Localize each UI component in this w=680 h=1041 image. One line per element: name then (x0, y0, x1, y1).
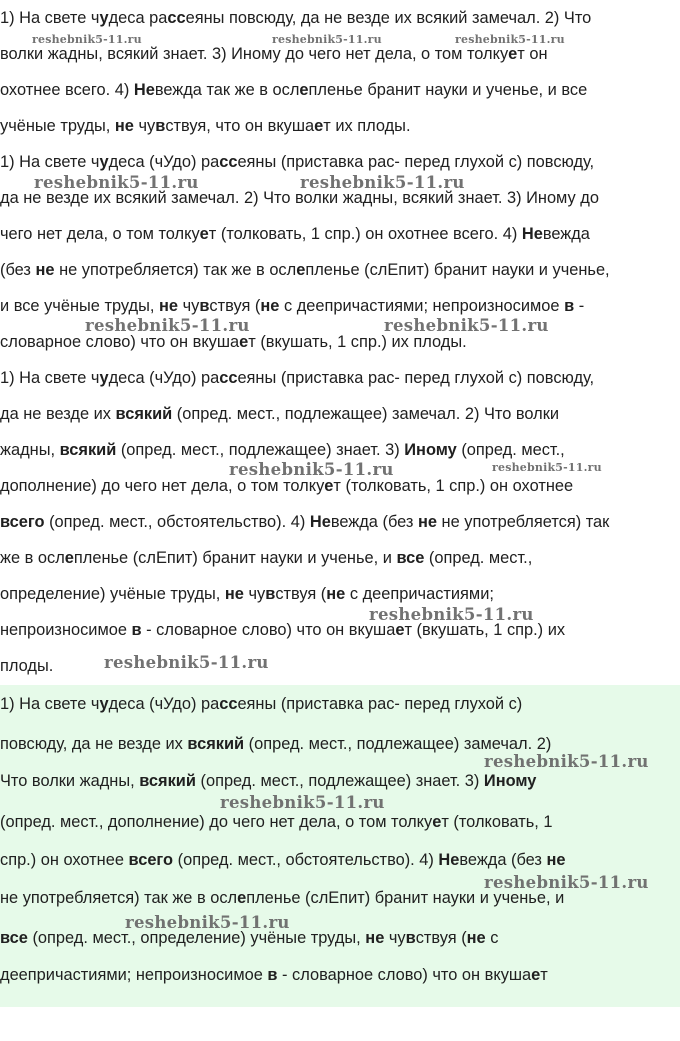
text-fragment: вежда (542, 225, 590, 243)
bold-fragment: в (155, 117, 166, 135)
text-line (0, 332, 467, 352)
bold-fragment: не (35, 261, 55, 279)
text-fragment: словарное слово) что он вкуша (0, 333, 240, 351)
bold-fragment: не (546, 851, 566, 869)
text-line (0, 224, 590, 244)
text-fragment: еяны (приставка рас- перед глухой с) повсюду, (237, 369, 595, 387)
text-fragment: пленье (слЕпит) бранит науки и ученье, и (246, 889, 565, 907)
bold-fragment: е (314, 117, 324, 135)
text-fragment: (опред. мест., подлежащее) знает. 3) (195, 772, 484, 790)
text-fragment: чу (178, 297, 200, 315)
text-line (0, 440, 565, 460)
text-fragment: (опред. мест., (456, 441, 565, 459)
bold-fragment: в (131, 621, 142, 639)
text-line (0, 44, 548, 64)
text-fragment: определение) учёные труды, (0, 585, 225, 603)
bold-fragment: Не (521, 225, 543, 243)
bold-fragment: е (432, 813, 442, 831)
text-fragment: не употребляется) так же в осл (0, 889, 238, 907)
bold-fragment: Иному (483, 772, 537, 790)
text-fragment: еяны (приставка рас- перед глухой с) (237, 695, 523, 713)
text-fragment: с (485, 929, 499, 947)
text-fragment: деса ра (108, 9, 168, 27)
text-fragment: дополнение) до чего нет дела, о том толку (0, 477, 325, 495)
bold-fragment: все (396, 549, 425, 567)
bold-fragment: е (531, 966, 541, 984)
bold-fragment: не (466, 929, 486, 947)
bold-fragment: всякий (187, 735, 245, 753)
text-line (0, 584, 494, 604)
text-fragment: - словарное слово) что он вкуша (277, 966, 532, 984)
watermark-text: reshebnik5-11.ru (492, 461, 602, 474)
text-fragment: же в осл (0, 549, 65, 567)
text-fragment: (опред. мест., обстоятельство). 4) (44, 513, 310, 531)
text-line (0, 404, 559, 424)
bold-fragment: всего (128, 851, 174, 869)
bold-fragment: е (508, 45, 518, 63)
text-fragment: т он (517, 45, 548, 63)
bold-fragment: е (395, 621, 405, 639)
bold-fragment: Не (133, 81, 155, 99)
text-line (0, 694, 522, 714)
text-fragment: т (толковать, 1 спр.) он охотнее (333, 477, 574, 495)
text-fragment: т (толковать, 1 спр.) он охотнее всего. 4) (208, 225, 522, 243)
text-fragment: охотнее всего. 4) (0, 81, 134, 99)
text-fragment: ствуя ( (415, 929, 467, 947)
bold-fragment: не (159, 297, 179, 315)
text-fragment: и все учёные труды, (0, 297, 159, 315)
text-fragment: ствуя ( (275, 585, 327, 603)
bold-fragment: не (326, 585, 346, 603)
text-fragment: не употребляется) так же в осл (54, 261, 297, 279)
text-fragment: т (вкушать, 1 спр.) их плоды. (248, 333, 467, 351)
text-fragment: т (540, 966, 548, 984)
text-fragment: еяны повсюду, да не везде их всякий замечал. 2) Что (185, 9, 592, 27)
text-fragment: деса (чУдо) ра (108, 153, 220, 171)
watermark-text: reshebnik5-11.ru (455, 33, 565, 46)
watermark-text: reshebnik5-11.ru (484, 873, 649, 892)
bold-fragment: у (99, 695, 109, 713)
bold-fragment: Не (309, 513, 331, 531)
bold-fragment: сс (167, 9, 186, 27)
text-fragment: повсюду, да не везде их (0, 735, 188, 753)
bold-fragment: е (296, 261, 306, 279)
text-line (0, 476, 573, 496)
bold-fragment: в (267, 966, 278, 984)
text-fragment: (опред. мест., подлежащее) замечал. 2) (244, 735, 552, 753)
text-fragment: с деепричастиями; непроизносимое (279, 297, 565, 315)
text-fragment: т (вкушать, 1 спр.) их (404, 621, 566, 639)
text-fragment: с деепричастиями; (345, 585, 494, 603)
bold-fragment: в (199, 297, 210, 315)
bold-fragment: всякий (139, 772, 196, 790)
bold-fragment: е (324, 477, 334, 495)
text-line (0, 771, 536, 791)
text-fragment: - словарное слово) что он вкуша (141, 621, 396, 639)
text-line (0, 80, 587, 100)
text-fragment: пленье (слЕпит) бранит науки и ученье, (305, 261, 610, 279)
watermark-text: reshebnik5-11.ru (229, 460, 394, 479)
text-line (0, 8, 591, 28)
text-fragment: (без (0, 261, 36, 279)
watermark-text: reshebnik5-11.ru (300, 173, 465, 192)
text-line (0, 888, 564, 908)
text-fragment: вежда так же в осл (154, 81, 300, 99)
text-fragment: 1) На свете ч (0, 9, 100, 27)
text-fragment: (опред. мест., дополнение) до чего нет дела, о том толку (0, 813, 433, 831)
text-line (0, 548, 532, 568)
text-fragment: ствуя ( (209, 297, 261, 315)
bold-fragment: всякий (115, 405, 173, 423)
text-fragment: т их плоды. (323, 117, 411, 135)
bold-fragment: не (365, 929, 385, 947)
text-fragment: 1) На свете ч (0, 153, 100, 171)
bold-fragment: у (99, 153, 109, 171)
watermark-text: reshebnik5-11.ru (104, 653, 269, 672)
text-line (0, 734, 551, 754)
text-fragment: да не везде их всякий замечал. 2) Что волки жадны, всякий знает. 3) Иному до (0, 189, 599, 207)
text-fragment: вежда (без (330, 513, 418, 531)
bold-fragment: сс (219, 153, 238, 171)
bold-fragment: сс (219, 369, 238, 387)
text-fragment: 1) На свете ч (0, 369, 100, 387)
bold-fragment: е (299, 81, 309, 99)
text-fragment: - (574, 297, 585, 315)
bold-fragment: всего (0, 513, 45, 531)
watermark-text: reshebnik5-11.ru (220, 793, 385, 812)
bold-fragment: у (99, 369, 109, 387)
bold-fragment: в (405, 929, 416, 947)
text-fragment: вежда (без (459, 851, 547, 869)
bold-fragment: не (114, 117, 134, 135)
text-line (0, 656, 53, 676)
text-fragment: жадны, (0, 441, 60, 459)
bold-fragment: Иному (404, 441, 457, 459)
text-fragment: деса (чУдо) ра (108, 695, 220, 713)
bold-fragment: сс (219, 695, 238, 713)
text-line (0, 260, 610, 280)
text-fragment: деепричастиями; непроизносимое (0, 966, 268, 984)
text-line (0, 152, 594, 172)
text-fragment: (опред. мест., определение) учёные труды, (27, 929, 366, 947)
bold-fragment: не (417, 513, 437, 531)
text-fragment: пленье бранит науки и ученье, и все (308, 81, 588, 99)
text-line (0, 296, 584, 316)
bold-fragment: все (0, 929, 28, 947)
bold-fragment: всякий (59, 441, 117, 459)
bold-fragment: в (265, 585, 276, 603)
text-fragment: т (толковать, 1 (441, 813, 553, 831)
text-line (0, 116, 411, 136)
text-fragment: спр.) он охотнее (0, 851, 129, 869)
text-fragment: учёные труды, (0, 117, 115, 135)
text-fragment: (опред. мест., обстоятельство). 4) (173, 851, 439, 869)
text-fragment: не употребляется) так (437, 513, 610, 531)
text-fragment: (опред. мест., (424, 549, 533, 567)
text-fragment: да не везде их (0, 405, 116, 423)
watermark-text: reshebnik5-11.ru (384, 316, 549, 335)
text-fragment: чего нет дела, о том толку (0, 225, 200, 243)
text-fragment: чу (133, 117, 156, 135)
text-fragment: непроизносимое (0, 621, 132, 639)
watermark-text: reshebnik5-11.ru (32, 33, 142, 46)
text-fragment: Что волки жадны, (0, 772, 140, 790)
text-fragment: ствуя, что он вкуша (165, 117, 315, 135)
watermark-text: reshebnik5-11.ru (272, 33, 382, 46)
text-fragment: еяны (приставка рас- перед глухой с) повсюду, (237, 153, 595, 171)
text-line (0, 850, 566, 870)
bold-fragment: Не (438, 851, 460, 869)
text-fragment: 1) На свете ч (0, 695, 100, 713)
bold-fragment: не (224, 585, 244, 603)
watermark-text: reshebnik5-11.ru (34, 173, 199, 192)
text-line (0, 368, 594, 388)
watermark-text: reshebnik5-11.ru (484, 752, 649, 771)
text-fragment: плоды. (0, 657, 54, 675)
text-line (0, 812, 553, 832)
bold-fragment: е (199, 225, 209, 243)
bold-fragment: е (64, 549, 74, 567)
text-fragment: волки жадны, всякий знает. 3) Иному до чего нет дела, о том толку (0, 45, 509, 63)
text-fragment: деса (чУдо) ра (108, 369, 220, 387)
text-line (0, 965, 548, 985)
watermark-text: reshebnik5-11.ru (369, 605, 534, 624)
text-fragment: пленье (слЕпит) бранит науки и ученье, и (73, 549, 397, 567)
bold-fragment: у (99, 9, 109, 27)
text-fragment: чу (384, 929, 406, 947)
text-line (0, 512, 609, 532)
text-fragment: (опред. мест., подлежащее) знает. 3) (116, 441, 405, 459)
bold-fragment: в (564, 297, 575, 315)
bold-fragment: не (260, 297, 280, 315)
bold-fragment: е (239, 333, 249, 351)
bold-fragment: е (237, 889, 247, 907)
watermark-text: reshebnik5-11.ru (85, 316, 250, 335)
watermark-text: reshebnik5-11.ru (125, 913, 290, 932)
text-fragment: (опред. мест., подлежащее) замечал. 2) Что волки (172, 405, 560, 423)
text-fragment: чу (243, 585, 266, 603)
